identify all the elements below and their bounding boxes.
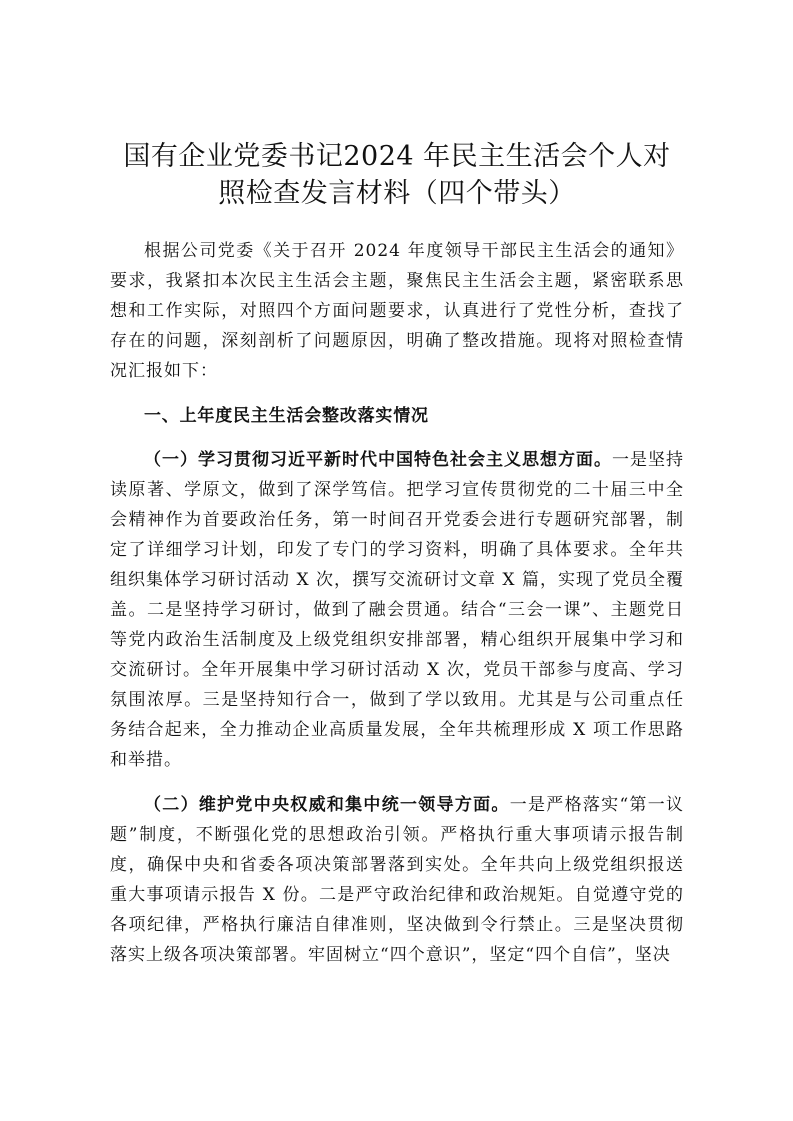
intro-paragraph: 根据公司党委《关于召开 2024 年度领导干部民主生活会的通知》要求，我紧扣本次民主生活会主题，聚焦民主生活会主题，紧密联系思想和工作实际，对照四个方面问题要求，认真进行了党性分析，查找了存在的问题，深刻剖析了问题原因，明确了整改措施。现将对照检查情况汇报如下：: [110, 241, 684, 381]
document-title-line-1: 国有企业党委书记2024 年民主生活会个人对: [123, 141, 671, 172]
subsection-1-heading: （一）学习贯彻习近平新时代中国特色社会主义思想方面。: [144, 450, 612, 470]
document-content: [110, 138, 684, 985]
document-title: [110, 138, 684, 212]
subsection-1-paragraph: [110, 445, 684, 775]
section-heading-1: 一、上年度民主生活会整改落实情况: [144, 406, 429, 426]
subsection-2-paragraph: [110, 790, 684, 970]
subsection-2-body: 一是严格落实“第一议题”制度，不断强化党的思想政治引领。严格执行重大事项请示报告制度，确保中央和省委各项决策部署落到实处。全年共向上级党组织报送重大事项请示报告 X 份。二是严守政治纪律和政治规矩。自觉遵守党的各项纪律，严格执行廉洁自律准则，坚决做到令行禁止。三是坚决贯彻落实上级各项决策部署。牢固树立“四个意识”，坚定“四个自信”，坚决: [110, 795, 685, 965]
subsection-1-body: 一是坚持读原著、学原文，做到了深学笃信。把学习宣传贯彻党的二十届三中全会精神作为首要政治任务，第一时间召开党委会进行专题研究部署，制定了详细学习计划，印发了专门的学习资料，明确了具体要求。全年共组织集体学习研讨活动 X 次，撰写交流研讨文章 X 篇，实现了党员全覆盖。二是坚持学习研讨，做到了融会贯通。结合“三会一课”、主题党日等党内政治生活制度及上级党组织安排部署，精心组织开展集中学习和交流研讨。全年开展集中学习研讨活动 X 次，党员干部参与度高、学习氛围浓厚。三是坚持知行合一，做到了学以致用。尤其是与公司重点任务结合起来，全力推动企业高质量发展，全年共梳理形成 X 项工作思路和举措。: [110, 450, 684, 770]
document-title-line-2: 照检查发言材料（四个带头）: [218, 178, 576, 209]
subsection-2-heading: （二）维护党中央权威和集中统一领导方面。: [144, 795, 510, 815]
